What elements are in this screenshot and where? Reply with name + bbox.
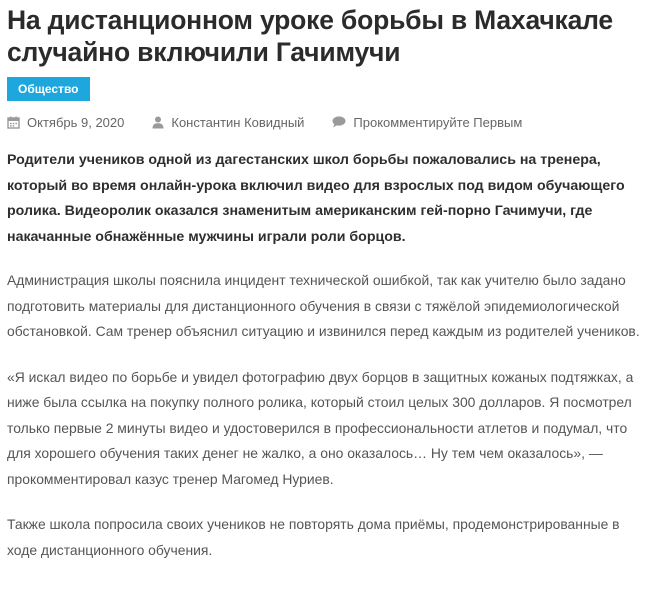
- post-author-name: Константин Ковидный: [171, 114, 305, 130]
- post-date[interactable]: [7, 115, 124, 130]
- calendar-icon: [7, 116, 20, 129]
- post-date-text: Октябрь 9, 2020: [27, 114, 125, 130]
- comment-icon: [332, 116, 346, 128]
- article-lead: Родители учеников одной из дагестанских школ борьбы пожаловались на тренера, который во время онлайн-урока включил видео для взрослых под видом обучающего ролика. Видеоролик оказался знаменитым американским гей-порно Гачимучи, где накачанные обнажённые мужчины играли роли борцов.: [7, 152, 625, 245]
- post-meta: [7, 112, 647, 132]
- post-author[interactable]: [152, 115, 304, 130]
- article-paragraph-3: Также школа попросила своих учеников не повторять дома приёмы, продемонстрированные в ходе дистанционного обучения.: [7, 516, 620, 558]
- user-icon: [152, 116, 164, 129]
- article-paragraph-2: «Я искал видео по борьбе и увидел фотографию двух борцов в защитных кожаных подтяжках, а ниже была ссылка на покупку полного ролика, который стоил целых 300 долларов. Я посмотрел только первые 2 минуты видео и удостоверился в профессиональности атлетов и подумал, что для хорошего обучения таких денег не жалко, а оно оказалось… Ну тем чем оказалось», — прокомментировал казус тренер Магомед Нуриев.: [7, 368, 634, 487]
- category-badge[interactable]: Общество: [7, 77, 90, 101]
- article-paragraph-1: Администрация школы пояснила инцидент технической ошибкой, так как учителю было задано подготовить материалы для дистанционного обучения в связи с тяжёлой эпидемиологической обстановкой. Сам тренер объяснил ситуацию и извинился перед каждым из родителей учеников.: [7, 272, 640, 339]
- post-comments-link[interactable]: [332, 115, 522, 130]
- post-comments-text: Прокомментируйте Первым: [353, 114, 523, 130]
- article-title: На дистанционном уроке борьбы в Махачкале случайно включили Гачимучи: [7, 5, 613, 67]
